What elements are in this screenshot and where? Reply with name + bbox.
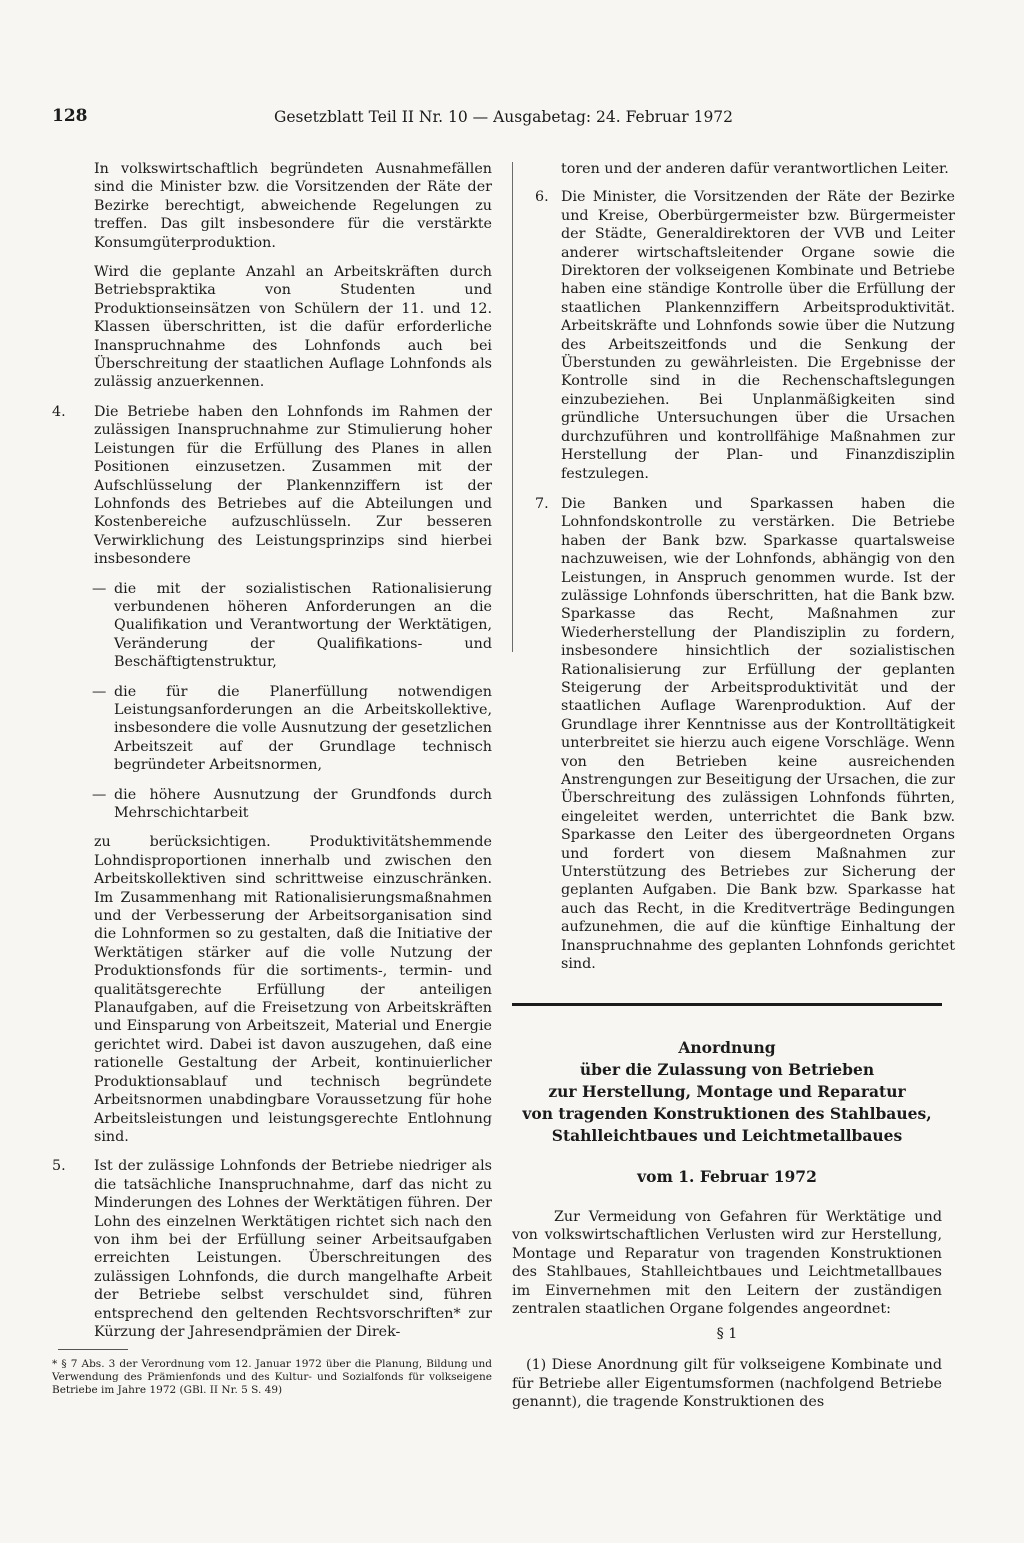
dash-mark: — <box>92 580 107 597</box>
item-7-text: Die Banken und Sparkassen haben die Lohnfondskontrolle zu verstärken. Die Betriebe haben der Bank bzw. Sparkasse quartalsweise nachzuweisen, wie der Lohnfonds, abhängig von den Leistungen, in Anspruch genommen wurde. Ist der zulässige Lohnfonds überschritten, hat die Bank bzw. Sparkasse das Recht, Maßnahmen zur Wiederherstellung der Plandisziplin zu fordern, insbesondere hinsichtlich der sozialistischen Rationalisierung zur Erfüllung der geplanten Steigerung der Arbeitsproduktivität und der staatlichen Auflage Warenproduktion. Auf der Grundlage ihrer Kenntnisse aus der Kontrolltätigkeit unterbreitet sie hierzu auch eigene Vorschläge. Wenn von den Betrieben keine ausreichenden Anstrengungen zur Beseitigung der Ursachen, die zur Überschreitung des zulässigen Lohnfonds führten, eingeleitet werden, unterrichtet die Bank bzw. Sparkasse den Leiter des übergeordneten Organs und fordert von diesem Maßnahmen zur Unterstützung des Betriebes zur Sicherung der geplanten Aufgaben. Die Bank bzw. Sparkasse hat auch das Recht, in die Kreditverträge Bedingungen aufzunehmen, die auf die künftige Einhaltung der Inanspruchnahme des geplanten Lohnfonds gerichtet sind. <box>561 495 955 973</box>
left-column <box>52 160 492 1352</box>
dash-item-1 <box>52 580 492 672</box>
paragraph-1-text: (1) Diese Anordnung gilt für volkseigene Kombinate und für Betriebe aller Eigentumsformen (nachfolgend Betriebe genannt), die tragende Konstruktionen des <box>512 1357 942 1411</box>
title-line: Stahlleichtbaues und Leichtmetallbaues <box>551 1126 903 1145</box>
item-5-text: Ist der zulässige Lohnfonds der Betriebe niedriger als die tatsächliche Inanspruchnahme, darf das nicht zu Minderungen des Lohnes der Werktätigen führen. Der Lohn des einzelnen Werktätigen richtet sich nach den von ihm bei der Erfüllung seiner Arbeitsaufgaben erreichten Leistungen. Überschreitungen des zulässigen Lohnfonds, die durch mangelhafte Arbeit der Betriebe selbst verschuldet sind, führen entsprechend den geltenden Rechtsvorschriften* zur Kürzung der Jahresendprämien der Direk- <box>94 1158 492 1340</box>
column-divider <box>512 162 513 652</box>
item-4-continuation: zu berücksichtigen. Produktivitätshemmende Lohndisproportionen innerhalb und zwischen den Arbeitskollektiven sind schrittweise einzuschränken. Im Zusammenhang mit Rationalisierungsmaßnahmen und der Verbesserung der Arbeitsorganisation sind die Lohnformen so zu gestalten, daß die Initiative der Werktätigen stärker auf die volle Nutzung der Produktionsfonds für die sortiments-, termin- und qualitätsgerechte Erfüllung der anteiligen Planaufgaben, auf die Freisetzung von Arbeitskräften und Einsparung von Arbeitszeit, Material und Energie gerichtet wird. Dabei ist davon auszugehen, daß eine rationelle Gestaltung der Arbeit, kontinuierlicher Produktionsablauf und technisch begründete Arbeitsnormen unabdingbare Voraussetzung für hohe Arbeitsleistungen und leistungsgerechte Entlohnung sind. <box>94 834 492 1145</box>
dash-mark: — <box>92 683 107 700</box>
item-6-text: Die Minister, die Vorsitzenden der Räte der Bezirke und Kreise, Oberbürgermeister bzw. Bürgermeister der Städte, Generaldirektoren der VVB und Leiter anderer wirtschaftsleitender Organe sowie die Direktoren der volkseigenen Kombinate und Betriebe haben eine ständige Kontrolle über die Erfüllung der staatlichen Plankennziffern Arbeitsproduktivität. Arbeitskräfte und Lohnfonds sowie über die Nutzung des Arbeitszeitfonds und die Senkung der Überstunden zu gewährleisten. Die Ergebnisse der Kontrolle sind in die Rechenschaftslegungen einzubeziehen. Bei Unplanmäßigkeiten sind gründliche Untersuchungen über die Ursachen durchzuführen und kontrollfähige Maßnahmen zur Herstellung der Plan- und Finanzdisziplin festzulegen. <box>561 189 955 482</box>
item-7-number: 7. <box>535 495 549 512</box>
ordinance-intro: Zur Vermeidung von Gefahren für Werktätige und von volkswirtschaftlichen Verlusten wird zur Herstellung, Montage und Reparatur von tragenden Konstruktionen des Stahlbaues, Stahlleichtbaues und Leichtmetallbaues im Einvernehmen mit den Leitern der zuständigen zentralen staatlichen Organe folgendes angeordnet: <box>512 1209 942 1318</box>
ordinance-title <box>512 1037 942 1147</box>
right-column <box>535 160 955 985</box>
list-item-5 <box>52 1157 492 1341</box>
list-item-6 <box>535 188 955 483</box>
dash-item-2 <box>52 683 492 775</box>
section-rule <box>512 1003 942 1006</box>
title-line: zur Herstellung, Montage und Reparatur <box>548 1082 906 1101</box>
item-4-number: 4. <box>52 403 66 420</box>
item-6-number: 6. <box>535 189 549 206</box>
list-item-4 <box>52 403 492 569</box>
ordinance-date: vom 1. Februar 1972 <box>637 1167 817 1186</box>
ordinance-section <box>512 1037 942 1420</box>
item-4-text: Die Betriebe haben den Lohnfonds im Rahmen der zulässigen Inanspruchnahme zur Stimulierung hoher Leistungen für die Erfüllung des Planes in allen Positionen einzusetzen. Zusammen mit der Aufschlüsselung der Plankennziffern ist der Lohnfonds des Betriebes auf die Abteilungen und Kostenbereiche aufzuschlüsseln. Zur besseren Verwirklichung des Leistungsprinzips sind hierbei insbesondere <box>94 403 492 568</box>
title-line: von tragenden Konstruktionen des Stahlbaues, <box>522 1104 932 1123</box>
dash-item-3 <box>52 786 492 823</box>
page-header <box>52 106 772 132</box>
page-number: 128 <box>52 106 88 126</box>
footnote-rule <box>58 1349 128 1350</box>
dash-item-3-text: die höhere Ausnutzung der Grundfonds durch Mehrschichtarbeit <box>114 786 492 821</box>
running-head: Gesetzblatt Teil II Nr. 10 — Ausgabetag: 24. Februar 1972 <box>274 108 734 126</box>
title-line: Anordnung <box>678 1038 776 1057</box>
left-paragraph-1: In volkswirtschaftlich begründeten Ausnahmefällen sind die Minister bzw. die Vorsitzenden der Räte der Bezirke berechtigt, abweichende Regelungen zu treffen. Das gilt insbesondere für die verstärkte Konsumgüterproduktion. <box>94 161 492 251</box>
left-paragraph-2: Wird die geplante Anzahl an Arbeitskräften durch Betriebspraktika von Studenten und Produktionseinsätzen von Schülern der 11. und 12. Klassen überschritten, ist die dafür erforderliche Inanspruchnahme des Lohnfonds auch bei Überschreitung der staatlichen Auflage Lohnfonds als zulässig anzuerkennen. <box>94 264 492 391</box>
title-line: über die Zulassung von Betrieben <box>579 1060 875 1079</box>
dash-item-2-text: die für die Planerfüllung notwendigen Leistungsanforderungen an die Arbeitskollektive, insbesondere die volle Ausnutzung der gesetzlichen Arbeitszeit auf der Grundlage technisch begründeter Arbeitsnormen, <box>114 683 492 774</box>
footnote: * § 7 Abs. 3 der Verordnung vom 12. Januar 1972 über die Planung, Bildung und Verwendung des Prämienfonds und des Kultur- und Sozialfonds für volkseigene Betriebe im Jahre 1972 (GBl. II Nr. 5 S. 49) <box>52 1358 492 1396</box>
item-5-continuation: toren und der anderen dafür verantwortlichen Leiter. <box>561 161 949 177</box>
list-item-7 <box>535 495 955 974</box>
dash-mark: — <box>92 786 107 803</box>
paragraph-mark: § 1 <box>716 1326 738 1343</box>
dash-item-1-text: die mit der sozialistischen Rationalisierung verbundenen höheren Anforderungen an die Qualifikation und Verantwortung der Werktätigen, Veränderung der Qualifikations- und Beschäftigtenstruktur, <box>114 580 492 671</box>
item-5-number: 5. <box>52 1158 66 1175</box>
